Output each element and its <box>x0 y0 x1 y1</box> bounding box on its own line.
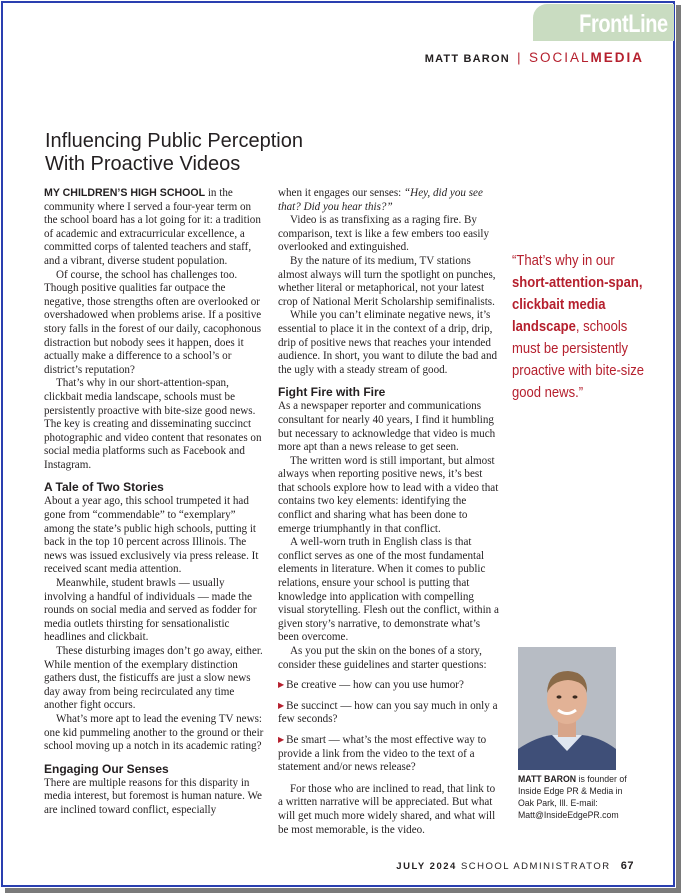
section-tab-label: FrontLine <box>579 10 668 38</box>
paragraph: when it engages our senses: “Hey, did you see that? Did you hear this?” <box>278 187 483 213</box>
byline <box>425 50 644 65</box>
bullet-item: ▶ Be succinct — how can you say much in only a few seconds? <box>278 699 498 726</box>
author-portrait-image <box>518 647 616 770</box>
paragraph: While you can’t eliminate negative news, it’s essential to place it in the context of a drip, drip, drip of positive news that reaches your intended audience. In short, you want to dilute the bad and the ugly with a steady stream of good. <box>278 309 498 376</box>
footer-date: JULY 2024 <box>396 861 457 872</box>
byline-section-social: SOCIAL <box>528 50 591 65</box>
paragraph: By the nature of its medium, TV stations almost always will turn the spotlight on punches, whether literal or metaphorical, not your latest crop of National Merit Scholarship semifinalists. <box>278 254 496 308</box>
article-title <box>45 130 375 176</box>
paragraph: What’s more apt to lead the evening TV news: one kid pummeling another to the ground or their school moving up a notch in its academic rating? <box>44 712 264 753</box>
lead-in: MY CHILDREN’S HIGH SCHOOL <box>44 187 206 199</box>
bullet-item: ▶ Be creative — how can you use humor? <box>278 679 464 692</box>
author-photo <box>518 647 616 770</box>
paragraph: Of course, the school has challenges too. Though positive qualities far outpace the negative, those strengths often are overlooked or overshadowed when problems arise. If a positive story falls in the forest of our daily, cacophonous distraction but nobody sees it happen, does it actually make a difference to a school’s or district’s reputation? <box>44 268 262 376</box>
paragraph: As a newspaper reporter and communications consultant for nearly 40 years, I find it humbling but necessary to acknowledge that video is much more apt than a news release to get seen. <box>278 400 496 454</box>
article-column-2 <box>278 187 500 837</box>
bullet-triangle-icon: ▶ <box>278 734 285 744</box>
pull-quote: “That’s why in our short-attention-span, clickbait media landscape, schools must be persistently proactive with bite-size good news.” <box>512 253 645 401</box>
paragraph: For those who are inclined to read, that link to a written narrative will be appreciated. But what will get much more widely shared, and what will be most memorable, is the video. <box>278 782 496 836</box>
byline-author: MATT BARON <box>424 53 510 65</box>
bio-name: MATT BARON <box>518 774 577 785</box>
byline-separator: | <box>517 50 522 65</box>
subhead: A Tale of Two Stories <box>44 480 164 495</box>
section-tab <box>533 4 674 41</box>
footer-publication: SCHOOL ADMINISTRATOR <box>460 861 611 872</box>
paragraph: Video is as transfixing as a raging fire. By comparison, text is like a few embers too easily overlooked and extinguished. <box>278 214 490 254</box>
page-shadow-right <box>676 5 681 891</box>
page-footer <box>396 860 634 872</box>
bio-text: is founder of Inside Edge PR & Media in Oak Park, Ill. E-mail: Matt@InsideEdgePR.com <box>518 774 627 821</box>
article-title-line1: Influencing Public Perception <box>45 130 303 153</box>
paragraph: The written word is still important, but almost always when reporting positive news, it’s best that schools explore how to lead with a video that contains two key elements: identifying the conflict and sharing what has been done to emerge triumphantly in that conflict. <box>278 454 499 535</box>
bullet-triangle-icon: ▶ <box>278 680 285 690</box>
paragraph: A well-worn truth in English class is that conflict serves as one of the most fundamental elements in literature. When it comes to public relations, ensure your school is putting that knowledge into application with compelling visual storytelling. Flesh out the conflict, within a given story’s narrative, to demonstrate what’s been overcome. <box>278 536 499 644</box>
paragraph: Meanwhile, student brawls — usually involving a handful of individuals — made the rounds on social media and served as fodder for media outlets thirsting for sensationalistic headlines and clickbait. <box>44 577 257 644</box>
author-bio <box>518 774 628 822</box>
article-column-1 <box>44 187 266 818</box>
article-title-line2: With Proactive Videos <box>45 153 241 176</box>
bullet-item: ▶ Be smart — what’s the most effective way to provide a link from the video to the text of a statement and/or news release? <box>278 733 487 774</box>
subhead: Engaging Our Senses <box>44 761 169 776</box>
page-number: 67 <box>620 860 634 872</box>
paragraph: There are multiple reasons for this disparity in media interest, but foremost is human nature. We are inclined toward conflict, especially <box>44 776 262 816</box>
paragraph: As you put the skin on the bones of a story, consider these guidelines and starter questions: <box>278 645 487 671</box>
paragraph: About a year ago, this school trumpeted it had gone from “commendable” to “exemplary” among the state’s public high schools, putting it back in the top 10 percent across Illinois. The news was issued exclusively via press release. It received scant media attention. <box>44 495 259 576</box>
page-shadow-bottom <box>5 888 681 893</box>
bullet-triangle-icon: ▶ <box>278 700 285 710</box>
byline-section-media: MEDIA <box>590 50 644 65</box>
paragraph: These disturbing images don’t go away, either. While mention of the exemplary distinction gathers dust, the fisticuffs are just a slow news day away from being recirculated any time another fight occurs. <box>44 645 263 712</box>
paragraph: MY CHILDREN’S HIGH SCHOOL in the community where I served a four-year term on the school board has a lot going for it: a tradition of academic and extracurricular excellence, a committed corps of talented teachers and staff, and a vibrant, diverse student population. <box>44 187 261 267</box>
paragraph: That’s why in our short-attention-span, clickbait media landscape, schools must be persistently proactive with bite-size good news. The key is creating and disseminating succinct photographic and video content that resonates on social media platforms such as Facebook and Instagram. <box>44 377 262 471</box>
subhead: Fight Fire with Fire <box>278 385 386 400</box>
